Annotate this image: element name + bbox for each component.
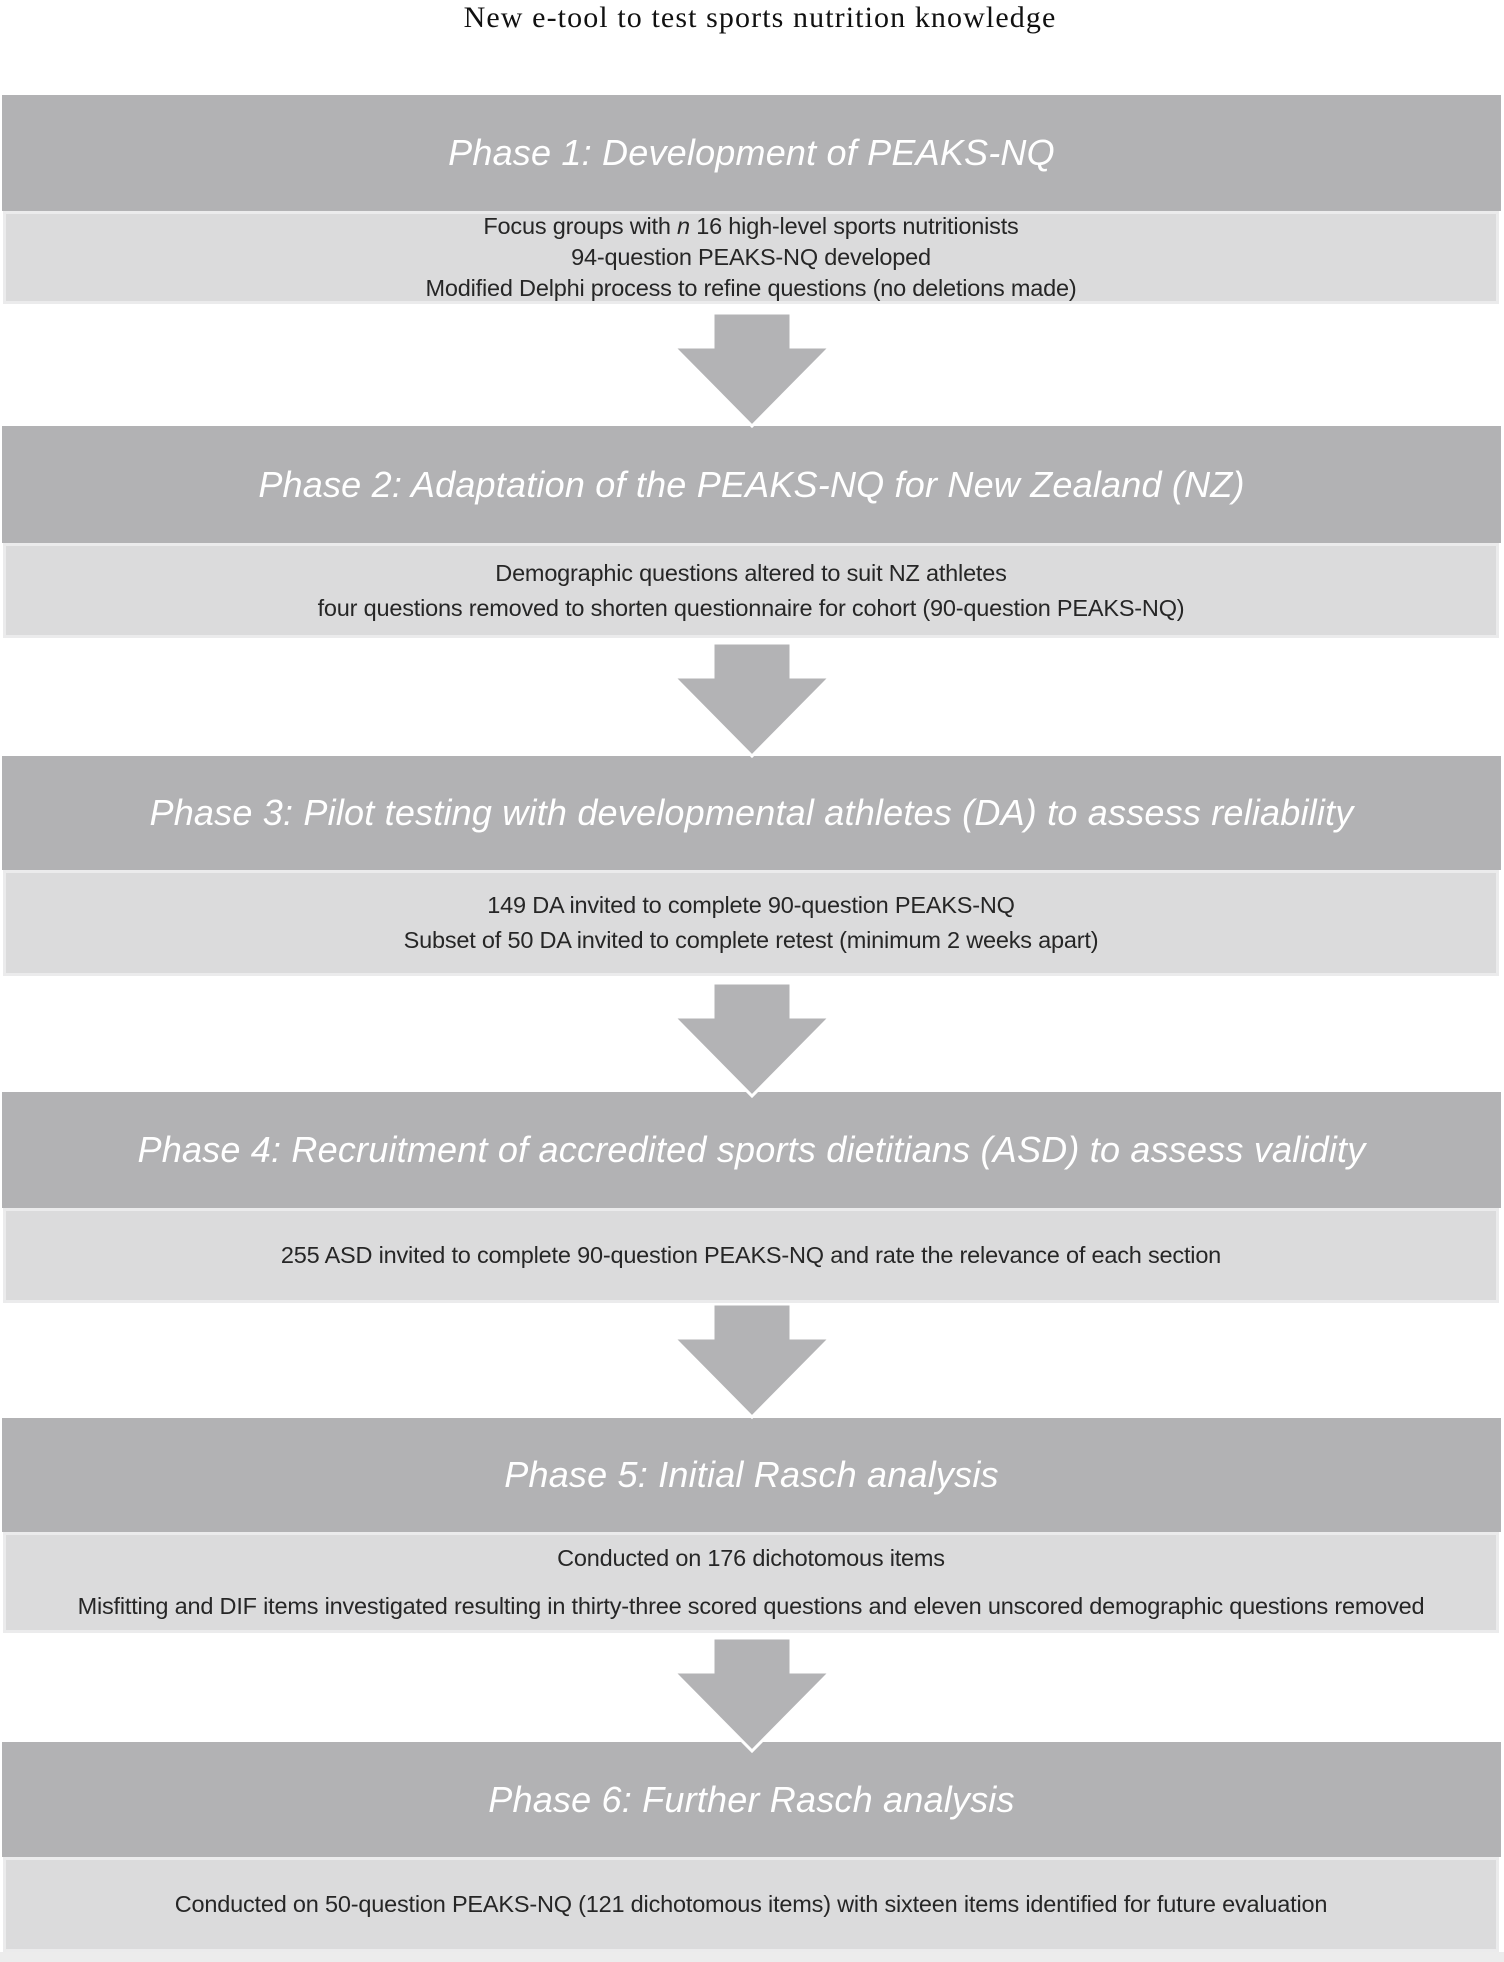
phase-2-body (3, 543, 1499, 638)
phase-5-body-line: Misfitting and DIF items investigated resulting in thirty-three scored questions and eleven unscored demographic questions removed (77, 1592, 1425, 1619)
phase-5-header: Phase 5: Initial Rasch analysis (2, 1418, 1501, 1532)
down-arrow-icon (672, 1303, 832, 1419)
bottom-strip (0, 1952, 1504, 1962)
phase-1-header: Phase 1: Development of PEAKS-NQ (2, 95, 1501, 211)
phase-3-body-line: Subset of 50 DA invited to complete retest (minimum 2 weeks apart) (403, 927, 1099, 953)
figure-title: New e-tool to test sports nutrition knowledge (463, 1, 1057, 34)
down-arrow-icon (672, 642, 832, 758)
phase-2-body-line: four questions removed to shorten questionnaire for cohort (90-question PEAKS-NQ) (317, 594, 1185, 621)
phase-1-body (3, 211, 1499, 304)
phase-5-body-line: Conducted on 176 dichotomous items (557, 1545, 945, 1572)
phase-1-body-line: Focus groups with n 16 high-level sports nutritionists (483, 213, 1019, 239)
phase-1-body-line: Modified Delphi process to refine questions (no deletions made) (425, 275, 1077, 301)
phase-3-header: Phase 3: Pilot testing with developmental athletes (DA) to assess reliability (2, 756, 1501, 870)
down-arrow-icon (672, 982, 832, 1098)
phase-1-body-line: 94-question PEAKS-NQ developed (571, 244, 931, 270)
phase-4-body (3, 1208, 1499, 1303)
phase-6-body (3, 1857, 1499, 1952)
phase-6-body-line: Conducted on 50-question PEAKS-NQ (121 dichotomous items) with sixteen items identified for future evaluation (174, 1891, 1328, 1917)
phase-2-body-line: Demographic questions altered to suit NZ athletes (495, 559, 1007, 586)
phase-2-header: Phase 2: Adaptation of the PEAKS-NQ for New Zealand (NZ) (2, 426, 1501, 543)
phase-3-body-line: 149 DA invited to complete 90-question PEAKS-NQ (487, 892, 1015, 918)
phase-4-header: Phase 4: Recruitment of accredited sports dietitians (ASD) to assess validity (2, 1092, 1501, 1208)
phase-6-header: Phase 6: Further Rasch analysis (2, 1742, 1501, 1857)
phase-5-body (3, 1532, 1499, 1633)
phase-4-body-line: 255 ASD invited to complete 90-question PEAKS-NQ and rate the relevance of each section (280, 1242, 1222, 1268)
down-arrow-icon (672, 312, 832, 428)
phase-3-body (3, 870, 1499, 976)
down-arrow-icon (672, 1637, 832, 1753)
